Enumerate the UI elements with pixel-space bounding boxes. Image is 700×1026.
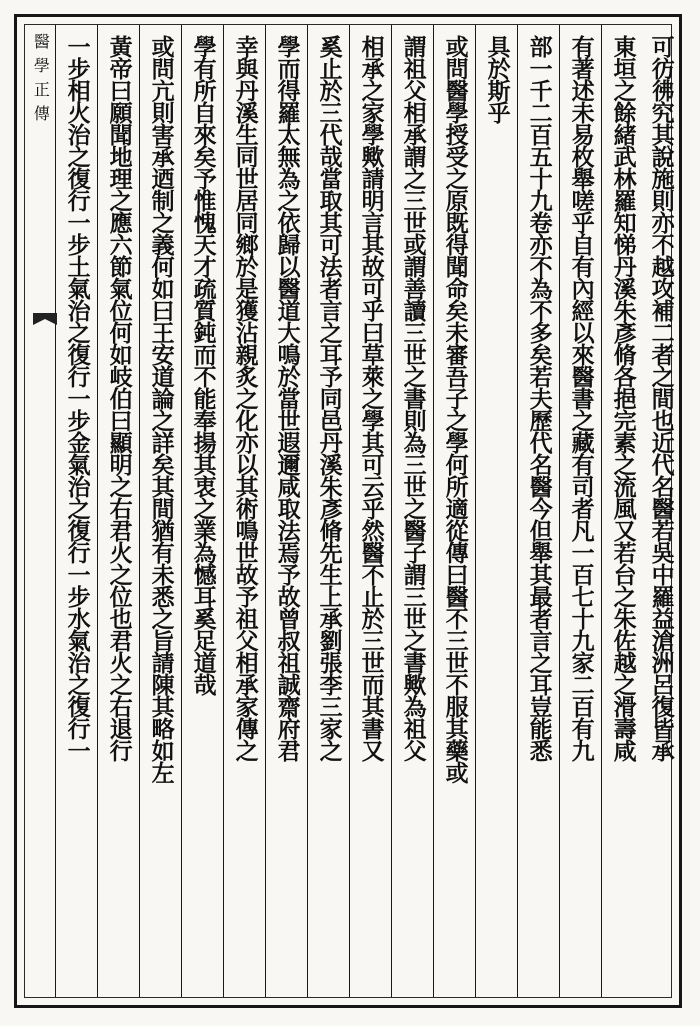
text-column bbox=[55, 25, 97, 997]
column-text: 可彷彿究其說施則亦不越攻補二者之間也近代名醫若吳中羅益滄洲呂復皆承 bbox=[647, 35, 675, 761]
book-title: 醫學正傳 bbox=[31, 33, 51, 129]
text-column bbox=[181, 25, 223, 997]
column-text: 謂祖父相承謂之三世或謂善讀三世之書則為三世之醫子謂三世之書歟為祖父 bbox=[399, 35, 427, 761]
text-column bbox=[391, 25, 433, 997]
text-column bbox=[517, 25, 559, 997]
text-column bbox=[601, 25, 643, 997]
column-text: 學而得羅太無為之依歸以醫道大鳴於當世遐邇咸取法焉予故曾叔祖誠齋府君 bbox=[273, 35, 301, 761]
column-text: 或問醫學授受之原既得聞命矣未審吾子之學何所適從傳曰醫不三世不服其藥或 bbox=[441, 35, 469, 783]
page-border bbox=[14, 14, 682, 1008]
text-column bbox=[643, 25, 678, 997]
text-column bbox=[97, 25, 139, 997]
column-text: 幸與丹溪生同世居同鄉於是獲沾親炙之化亦以其術鳴世故予祖父相承家傳之 bbox=[231, 35, 259, 761]
column-text: 黃帝曰願聞地理之應六節氣位何如岐伯曰顯明之右君火之位也君火之右退行 bbox=[105, 35, 133, 761]
column-text: 有著述未易枚舉嗟乎自有內經以來醫書之藏有司者凡一百七十九家二百有九 bbox=[567, 35, 595, 761]
column-text: 或問亢則害承迺制之義何如曰王安道論之詳矣其間猶有未悉之旨請陳其略如左 bbox=[147, 35, 175, 783]
text-column bbox=[433, 25, 475, 997]
fish-tail-ornament-icon bbox=[31, 311, 59, 327]
column-text: 具於斯乎 bbox=[483, 35, 511, 123]
text-column bbox=[559, 25, 601, 997]
column-text: 一步相火治之復行一步土氣治之復行一步金氣治之復行一步水氣治之復行一 bbox=[63, 35, 91, 761]
text-block bbox=[24, 24, 675, 998]
column-text: 東垣之餘緒武林羅知悌丹溪朱彥脩各挹完素之流風又若台之朱佐越之滑壽咸 bbox=[609, 35, 637, 761]
text-column bbox=[475, 25, 517, 997]
column-text: 奚止於三代哉當取其可法者言之耳予同邑丹溪朱彥脩先生上承劉張李三家之 bbox=[315, 35, 343, 761]
text-column bbox=[139, 25, 181, 997]
column-text: 部一千二百五十九卷亦不為不多矣若夫歷代名醫今但舉其最者言之耳豈能悉 bbox=[525, 35, 553, 761]
margin-title-column bbox=[25, 25, 55, 997]
column-text: 學有所自來矣予惟愧天才疏質鈍而不能奉揚其衷之業為憾耳奚足道哉 bbox=[189, 35, 217, 695]
text-column bbox=[223, 25, 265, 997]
text-column bbox=[307, 25, 349, 997]
text-column bbox=[349, 25, 391, 997]
text-column bbox=[265, 25, 307, 997]
column-text: 相承之家學歟請明言其故可乎曰草萊之學其可云乎然醫不止於三世而其書又 bbox=[357, 35, 385, 761]
